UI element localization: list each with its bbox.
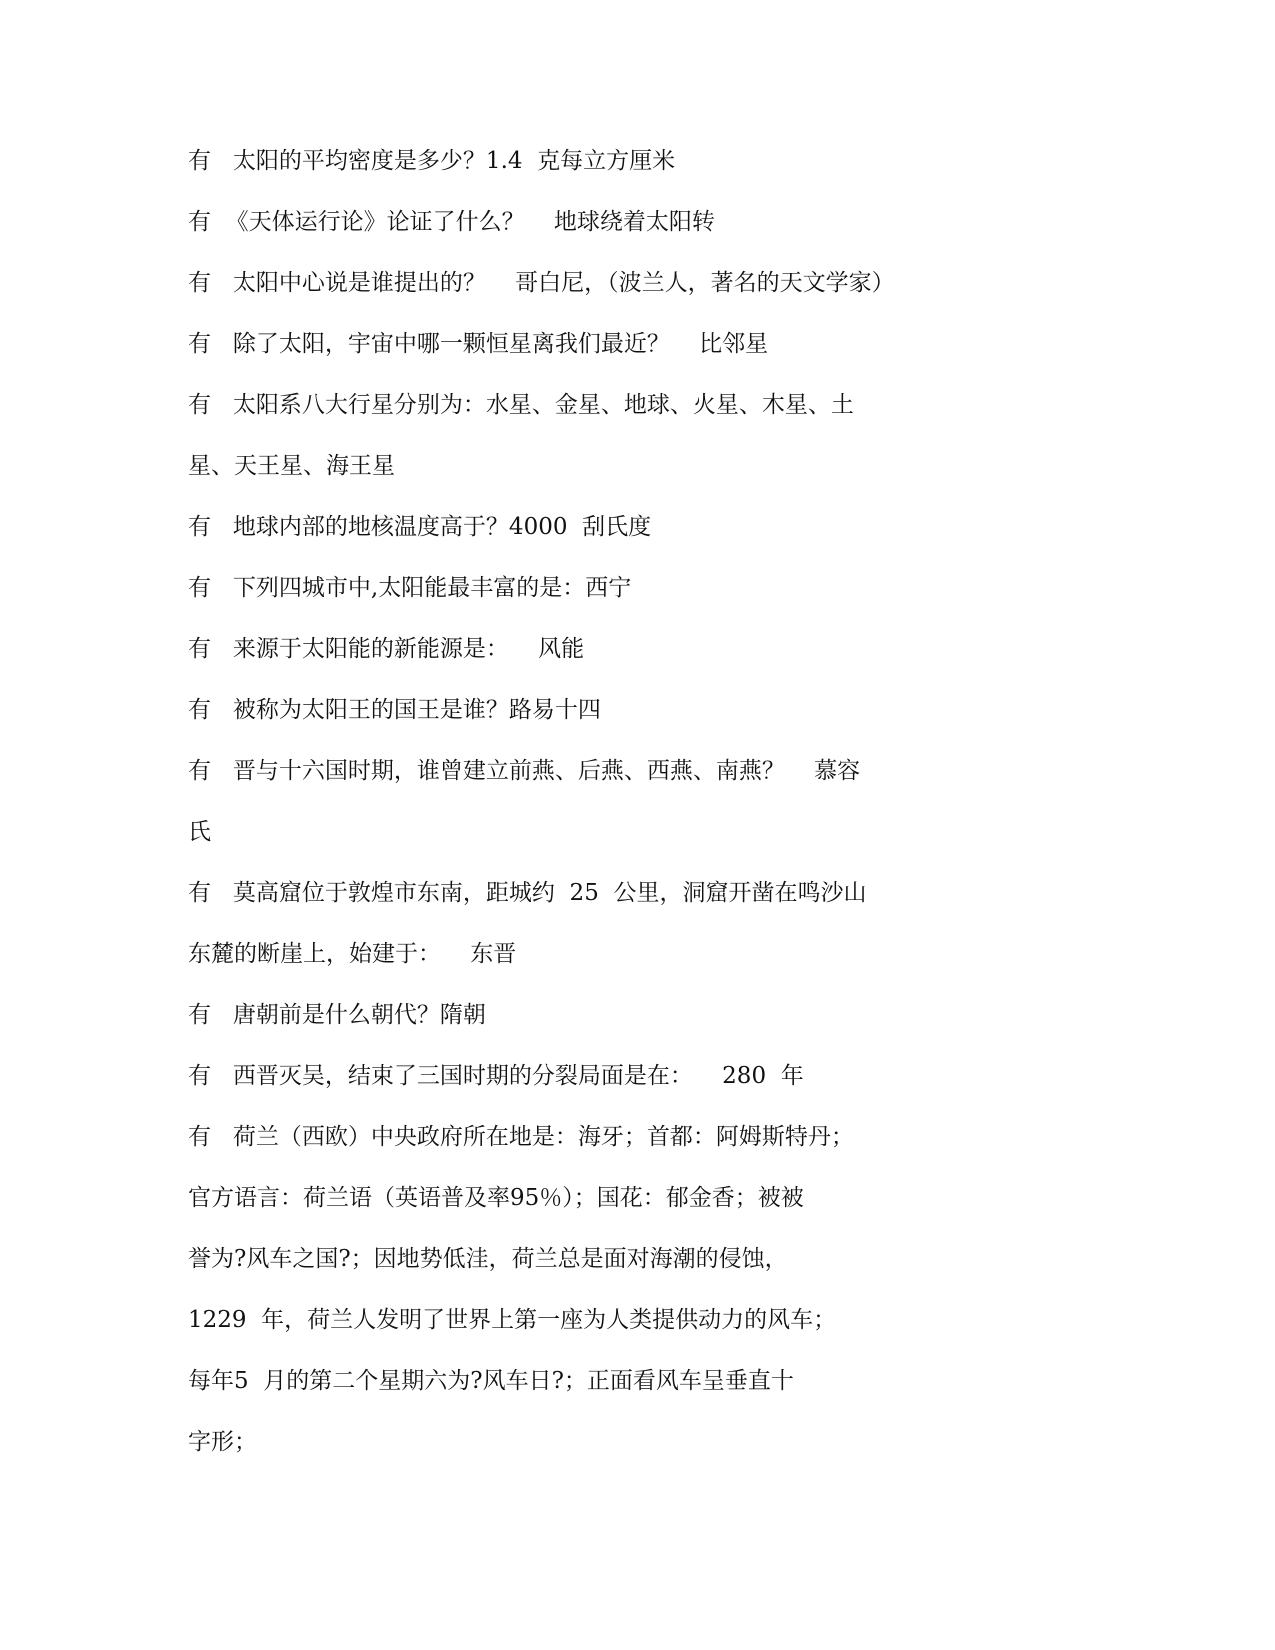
text-line: 字形；: [188, 1429, 257, 1455]
text-line: 有 地球内部的地核温度高于？4000 刮氏度: [188, 514, 652, 540]
text-line: 东麓的断崖上，始建于： 东晋: [188, 941, 517, 967]
text-line: 有 太阳的平均密度是多少？1.4 克每立方厘米: [188, 148, 676, 174]
text-line: 有 除了太阳，宇宙中哪一颗恒星离我们最近？ 比邻星: [188, 331, 769, 357]
text-line: 有 下列四城市中,太阳能最丰富的是：西宁: [188, 575, 632, 601]
text-line: 每年5 月的第二个星期六为?风车日?；正面看风车呈垂直十: [188, 1368, 794, 1394]
text-line: 誉为?风车之国?；因地势低洼，荷兰总是面对海潮的侵蚀，: [188, 1246, 788, 1272]
text-line: 有 《天体运行论》论证了什么？ 地球绕着太阳转: [188, 209, 715, 235]
text-line: 有 西晋灭吴，结束了三国时期的分裂局面是在： 280 年: [188, 1063, 804, 1089]
text-body: [188, 143, 1088, 1485]
text-line: 官方语言：荷兰语（英语普及率95％）；国花：郁金香；被被: [188, 1185, 804, 1211]
text-line: 有 来源于太阳能的新能源是： 风能: [188, 636, 585, 662]
text-line: 有 太阳中心说是谁提出的？ 哥白尼，（波兰人，著名的天文学家）: [188, 270, 895, 296]
text-line: 有 被称为太阳王的国王是谁？路易十四: [188, 697, 601, 723]
text-line: 有 唐朝前是什么朝代？隋朝: [188, 1002, 486, 1028]
text-line: 星、天王星、海王星: [188, 453, 395, 479]
text-line: 有 荷兰（西欧）中央政府所在地是：海牙；首都：阿姆斯特丹；: [188, 1124, 854, 1150]
text-line: 有 太阳系八大行星分别为：水星、金星、地球、火星、木星、土: [188, 392, 854, 418]
text-line: 氏: [188, 819, 211, 845]
text-line: 1229 年，荷兰人发明了世界上第一座为人类提供动力的风车；: [188, 1307, 837, 1333]
text-line: 有 莫高窟位于敦煌市东南，距城约 25 公里，洞窟开凿在鸣沙山: [188, 880, 867, 906]
text-line: 有 晋与十六国时期，谁曾建立前燕、后燕、西燕、南燕？ 慕容: [188, 758, 861, 784]
